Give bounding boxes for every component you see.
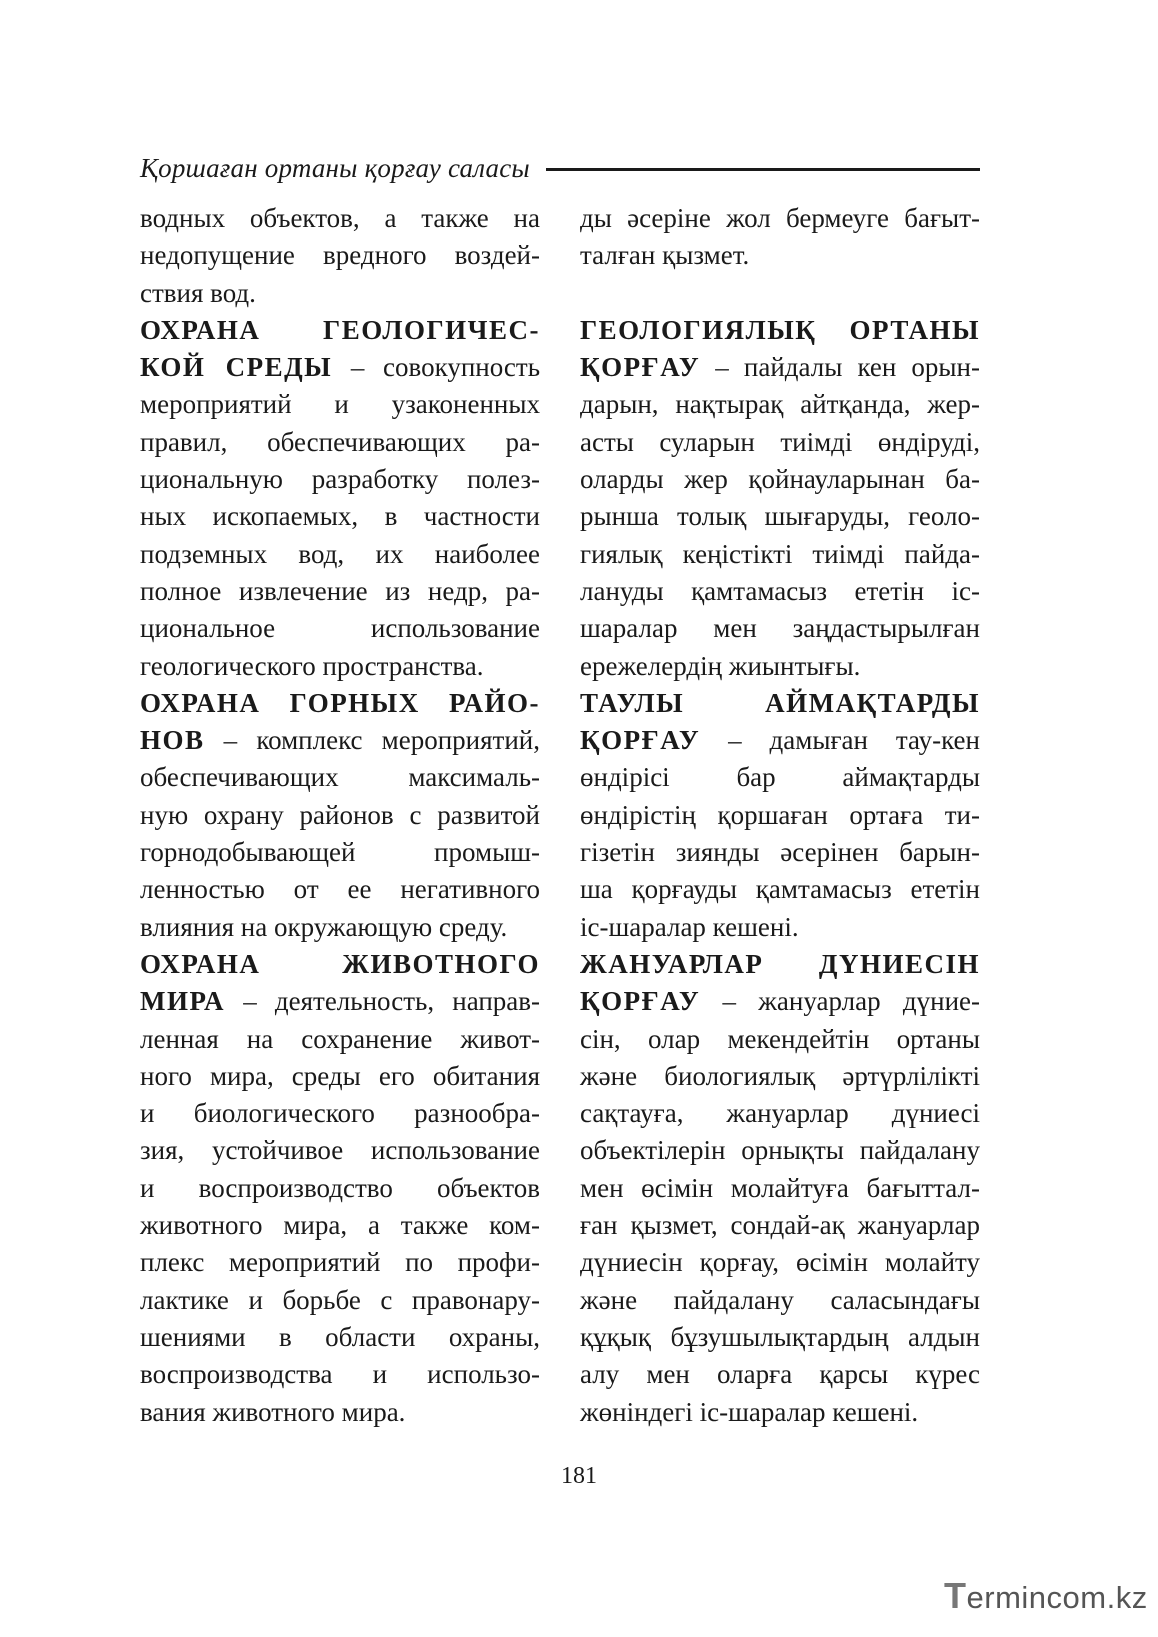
text-line [140,1394,540,1431]
text-line [140,1021,540,1058]
text-line [140,909,540,946]
text-line [140,1207,540,1244]
text-line [140,685,540,722]
body-text: іс-шаралар кешені. [580,911,799,942]
text-line [580,312,980,349]
body-text: водных объектов, а также на [140,203,540,233]
watermark-first-letter: T [944,1575,967,1616]
body-text: ных ископаемых, в частности [140,501,540,532]
body-text: дарын, нақтырақ айтқанда, жер- [580,389,980,420]
text-line [140,759,540,796]
text-line [580,237,980,274]
body-text: рынша толық шығаруды, геоло- [580,501,980,532]
body-text: және пайдалану саласындағы [580,1284,980,1315]
body-text: ствия вод. [140,277,256,308]
body-text: вания животного мира. [140,1396,406,1427]
text-line [140,1058,540,1095]
text-line [140,498,540,535]
running-header [140,146,980,190]
body-text: – деятельность, направ- [225,986,540,1017]
text-line [580,871,980,908]
text-line [140,349,540,386]
body-text: плекс мероприятий по профи- [140,1247,540,1278]
left-column [140,200,540,1431]
text-line [580,946,980,983]
body-text: асты суларын тиімді өндіруді, [580,426,980,457]
text-line [140,871,540,908]
text-line [580,349,980,386]
body-text: ленностью от ее негативного [140,874,540,905]
term-heading: ОХРАНА ГЕОЛОГИЧЕС- [140,314,540,345]
body-text: құқық бұзушылықтардың алдын [580,1321,980,1352]
body-text: воспроизводства и использо- [140,1359,540,1390]
body-text: правил, обеспечивающих ра- [140,426,540,457]
body-text: зия, устойчивое использование [140,1135,540,1166]
term-heading: МИРА [140,986,226,1017]
body-text: циональное использование [140,613,540,644]
body-text: ған қызмет, сондай-ақ жануарлар [580,1210,980,1241]
body-text: жөніндегі іс-шаралар кешені. [580,1396,919,1427]
text-line [580,1244,980,1281]
body-text: ережелердің жиынтығы. [580,650,861,681]
text-line [580,1207,980,1244]
body-text: дүниесін қорғау, өсімін молайту [580,1247,980,1278]
text-line [580,685,980,722]
body-text: алу мен оларға қарсы күрес [580,1359,980,1390]
term-heading: ОХРАНА ЖИВОТНОГО [140,948,540,979]
term-heading: ОХРАНА ГОРНЫХ РАЙО- [140,687,540,718]
body-text: – пайдалы кен орын- [700,352,980,383]
text-line [140,386,540,423]
text-line [580,909,980,946]
body-text: животного мира, а также ком- [140,1210,540,1241]
body-text: циональную разработку полез- [140,464,540,495]
text-line [580,1095,980,1132]
body-text: гиялық кеңістікті тиімді пайда- [580,538,980,569]
watermark-logo [944,1575,1148,1619]
text-line [580,759,980,796]
text-line [140,1095,540,1132]
text-line [140,573,540,610]
body-text: гізетін зиянды әсерінен барын- [580,837,980,868]
text-line [140,461,540,498]
text-line [140,312,540,349]
body-text: объектілерін орнықты пайдалану [580,1135,980,1166]
body-text: – дамыған тау-кен [700,725,980,756]
body-text: – жануарлар дүние- [700,986,980,1017]
text-line [140,797,540,834]
body-text: – комплекс мероприятий, [204,725,540,756]
term-heading: ҚОРҒАУ [580,986,701,1017]
term-heading: ҚОРҒАУ [580,352,701,383]
paragraph-gap [580,275,980,312]
text-line [580,797,980,834]
text-line [140,1244,540,1281]
body-text: недопущение вредного воздей- [140,240,540,271]
body-text: мероприятий и узаконенных [140,389,540,420]
body-text: лактике и борьбе с правонару- [140,1284,540,1315]
body-text: геологического пространства. [140,650,484,681]
text-line [140,200,540,237]
text-line [140,983,540,1020]
text-line [580,1021,980,1058]
text-line [580,1170,980,1207]
term-heading: ЖАНУАРЛАР ДҮНИЕСІН [580,948,980,979]
body-text: ного мира, среды его обитания [140,1060,540,1091]
text-line [580,1282,980,1319]
body-text: обеспечивающих максималь- [140,762,540,793]
body-text: өндірісі бар аймақтарды [580,762,980,793]
body-text: горнодобывающей промыш- [140,837,540,868]
text-line [580,573,980,610]
text-line [140,1170,540,1207]
body-text: сақтауға, жануарлар дүниесі [580,1098,980,1129]
body-text: лануды қамтамасыз ететін іс- [580,575,980,606]
text-line [580,1319,980,1356]
body-text: оларды жер қойнауларынан ба- [580,464,980,495]
body-text: ша қорғауды қамтамасыз ететін [580,874,980,905]
text-line [580,498,980,535]
right-column [580,200,980,1431]
running-header-title: Қоршаған ортаны қорғау саласы [140,152,530,183]
text-line [580,648,980,685]
text-line [140,1132,540,1169]
page-number: 181 [561,1463,597,1489]
text-line [580,1394,980,1431]
text-line [140,648,540,685]
body-text: полное извлечение из недр, ра- [140,575,540,606]
body-text: ды әсеріне жол бермеуге бағыт- [580,203,980,233]
text-line [580,424,980,461]
text-line [580,1356,980,1393]
text-line [140,610,540,647]
text-line [140,834,540,871]
term-heading: НОВ [140,725,205,756]
text-line [140,237,540,274]
text-line [580,1058,980,1095]
body-text: и биологического разнообра- [140,1098,540,1129]
body-text: өндірістің қоршаған ортаға ти- [580,799,980,830]
text-line [580,461,980,498]
body-text: ленная на сохранение живот- [140,1023,540,1054]
text-line [580,834,980,871]
watermark-rest: ermincom.kz [966,1580,1148,1615]
body-text: шениями в области охраны, [140,1321,540,1352]
term-heading: ҚОРҒАУ [580,725,701,756]
text-line [580,610,980,647]
text-line [580,386,980,423]
text-line [140,275,540,312]
text-line [580,1132,980,1169]
text-line [580,536,980,573]
body-text: шаралар мен заңдастырылған [580,613,980,644]
text-line [140,1282,540,1319]
text-line [140,722,540,759]
text-line [140,1319,540,1356]
text-line [580,722,980,759]
body-text: және биологиялық әртүрлілікті [580,1060,980,1091]
term-heading: КОЙ СРЕДЫ [140,352,333,383]
body-text: подземных вод, их наиболее [140,538,540,569]
text-line [140,1356,540,1393]
body-text: влияния на окружающую среду. [140,911,508,942]
body-text: мен өсімін молайтуға бағыттал- [580,1172,980,1203]
text-line [140,946,540,983]
term-heading: ТАУЛЫ АЙМАҚТАРДЫ [580,687,980,718]
text-line [580,983,980,1020]
header-rule [546,168,980,171]
text-line [580,200,980,237]
text-line [140,424,540,461]
body-text: талған қызмет. [580,240,750,271]
body-text: сін, олар мекендейтін ортаны [580,1023,980,1054]
body-text: и воспроизводство объектов [140,1172,540,1203]
text-line [140,536,540,573]
body-text: – совокупность [332,352,541,383]
body-text: ную охрану районов с развитой [140,799,540,830]
term-heading: ГЕОЛОГИЯЛЫҚ ОРТАНЫ [580,314,980,345]
